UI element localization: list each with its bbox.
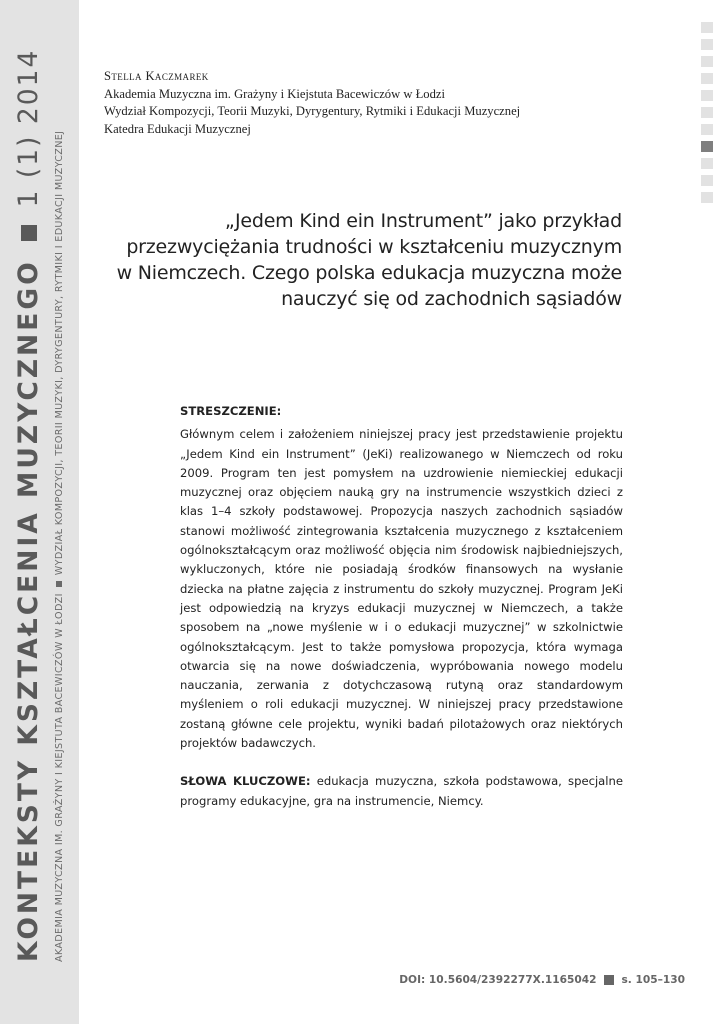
marker-square-icon (701, 192, 713, 203)
marker-square-icon (701, 90, 713, 101)
affiliation-academy: AKADEMIA MUZYCZNA IM. GRAŻYNY I KIEJSTUTA BACEWICZÓW W ŁODZI (53, 593, 65, 962)
journal-affiliation-vertical (53, 0, 66, 1024)
author-name: Stella Kaczmarek (104, 69, 209, 83)
marker-square-icon (701, 73, 713, 84)
title-line: przezwyciężania trudności w kształceniu muzycznym (126, 236, 622, 258)
author-affiliation-line: Wydział Kompozycji, Teorii Muzyki, Dyrygentury, Rytmiki i Edukacji Muzycznej (104, 104, 521, 118)
keywords-list: edukacja muzyczna, szkoła podstawowa, specjalne programy edukacyjne, gra na instrumencie, Niemcy. (180, 774, 623, 808)
journal-side-band (0, 0, 79, 1024)
author-affiliation-line: Akademia Muzyczna im. Grażyny i Kiejstuta Bacewiczów w Łodzi (104, 86, 445, 101)
article-title (100, 208, 622, 312)
page-range: s. 105–130 (621, 974, 685, 986)
marker-square-icon (701, 124, 713, 135)
abstract-section (180, 402, 623, 811)
marker-square-icon (701, 39, 713, 50)
title-line: w Niemczech. Czego polska edukacja muzyczna może (116, 262, 622, 284)
marker-square-icon (701, 22, 713, 33)
separator-square-icon (21, 225, 37, 241)
keywords-paragraph (180, 772, 623, 811)
author-affiliation-line: Katedra Edukacji Muzycznej (104, 121, 251, 136)
doi-text: DOI: 10.5604/2392277X.1165042 (399, 974, 597, 986)
journal-side-text (0, 0, 79, 1024)
journal-title-vertical (14, 0, 44, 1024)
page-footer (399, 974, 685, 986)
abstract-heading: STRESZCZENIE: (180, 404, 282, 418)
title-line: „Jedem Kind ein Instrument” jako przykład (224, 210, 622, 232)
marker-square-icon (701, 158, 713, 169)
marker-square-icon (701, 56, 713, 67)
marker-square-active-icon (701, 141, 713, 152)
affiliation-faculty: WYDZIAŁ KOMPOZYCJI, TEORII MUZYKI, DYRYGENTURY, RYTMIKI I EDUKACJI MUZYCZNEJ (53, 130, 65, 576)
marker-square-icon (701, 107, 713, 118)
separator-square-icon (56, 581, 62, 587)
author-block (104, 68, 520, 138)
journal-name: KONTEKSTY KSZTAŁCENIA MUZYCZNEGO (12, 259, 44, 962)
separator-square-icon (604, 975, 614, 985)
abstract-body: Głównym celem i założeniem niniejszej pracy jest przedstawienie projektu „Jedem Kind ein Instrument” (JeKi) realizowanego w Niemczech od roku 2009. Program ten jest pomysłem na uzdrowienie niemieckiej edukacji muzycznej oraz objęciem nauką gry na instrumencie wszystkich dzieci z klas 1–4 szkoły podstawowej. Propozycja naszych zachodnich sąsiadów stanowi możliwość zintegrowania kształcenia muzycznego z kształceniem ogólnokształcącym oraz możliwość objęcia nim środowisk najbiedniejszych, wykluczonych, które nie posiadają środków finansowych na wysłanie dziecka na płatne zajęcia z instrumentu do szkoły muzycznej. Program JeKi jest odpowiedzią na kryzys edukacji muzycznej w Niemczech, a także sposobem na „nowe myślenie w i o edukacji muzycznej” w szkolnictwie ogólnokształcącym. Jest to także pomysłowa propozycja, która wymaga otwarcia się na nowe doświadczenia, wypróbowania nowego modelu nauczania, zerwania z dotychczasową rutyną oraz standardowym myśleniem o roli edukacji muzycznej. W niniejszej pracy przedstawione zostaną główne cele projektu, wyniki badań pilotażowych oraz niektórych projektów badawczych. (180, 427, 623, 751)
title-line: nauczyć się od zachodnich sąsiadów (281, 288, 622, 310)
keywords-label: SŁOWA KLUCZOWE: (180, 774, 311, 789)
journal-issue: 1 (1) 2014 (12, 48, 44, 208)
marker-square-icon (701, 175, 713, 186)
page-marker-squares (701, 22, 713, 203)
